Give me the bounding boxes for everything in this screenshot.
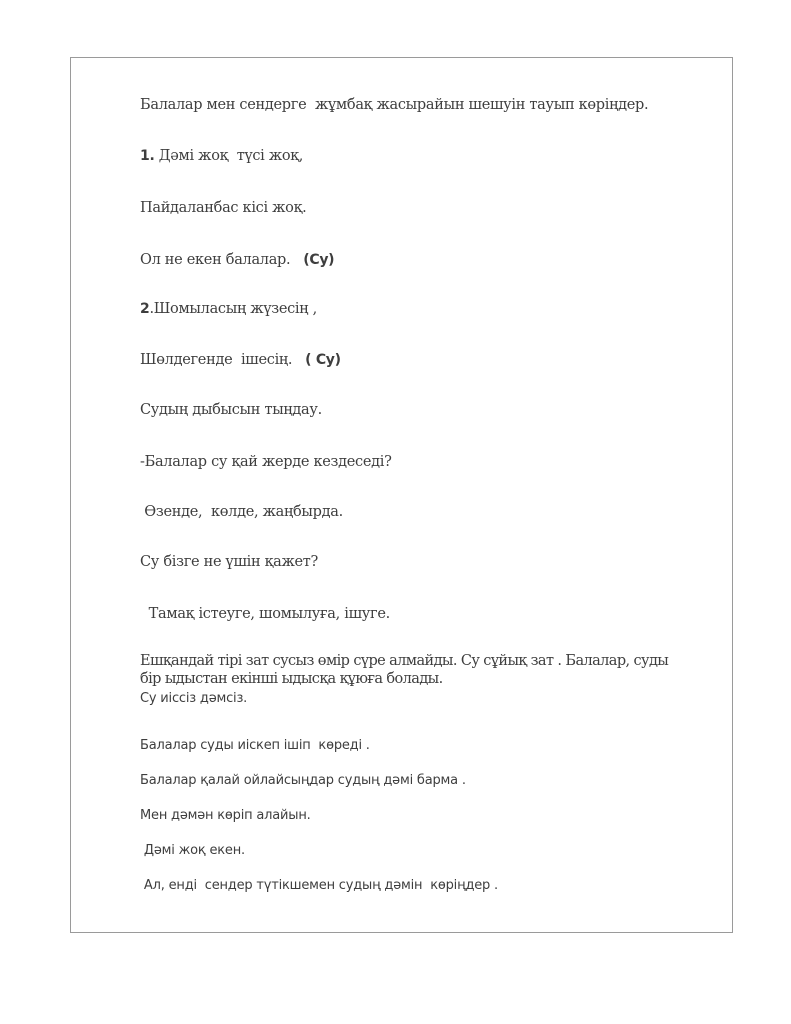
riddle-1-line-1-text: Дәмі жоқ түсі жоқ, — [154, 148, 304, 164]
taste-try: Мен дәмән көріп алайын. — [140, 808, 311, 823]
riddle-2-line-1 — [140, 300, 317, 318]
no-taste-statement: Дәмі жоқ екен. — [140, 843, 245, 858]
answer-why-water: Тамақ істеуге, шомылуға, ішуге. — [140, 606, 390, 622]
riddle-2-line-2 — [140, 351, 341, 369]
riddle-1-answer: (Су) — [303, 252, 335, 268]
water-paragraph — [140, 652, 700, 708]
riddle-1-line-1 — [140, 147, 303, 165]
riddle-1-line-3 — [140, 251, 334, 269]
question-where-water: -Балалар су қай жерде кездеседі? — [140, 454, 392, 470]
page-border-frame — [70, 57, 733, 933]
riddle-2-answer: ( Су) — [305, 352, 341, 368]
riddle-1-line-2: Пайдаланбас кісі жоқ. — [140, 200, 307, 216]
riddle-2-line-1-text: .Шомыласың жүзесің , — [149, 301, 317, 317]
riddle-2-number: 2 — [140, 301, 150, 317]
riddle-2-line-2-text: Шөлдегенде ішесің. — [140, 352, 306, 368]
listen-instruction: Судың дыбысын тыңдау. — [140, 402, 322, 418]
intro-text: Балалар мен сендерге жұмбақ жасырайын шешуін тауып көріңдер. — [140, 97, 649, 113]
odorless-statement: Су иіссіз дәмсіз. — [140, 691, 248, 706]
taste-question: Балалар қалай ойлайсыңдар судың дәмі барма . — [140, 773, 466, 788]
question-why-water: Су бізге не үшін қажет? — [140, 554, 318, 570]
water-paragraph-line-2: бір ыдыстан екінші ыдысқа құюға болады. — [140, 671, 443, 687]
straw-instruction: Ал, енді сендер түтікшемен судың дәмін көріңдер . — [140, 878, 498, 893]
riddle-1-line-3-text: Ол не екен балалар. — [140, 252, 304, 268]
smell-drink-instruction: Балалар суды иіскеп ішіп көреді . — [140, 738, 370, 753]
riddle-1-number: 1. — [140, 148, 155, 164]
answer-where-water: Өзенде, көлде, жаңбырда. — [140, 504, 343, 520]
water-paragraph-line-1: Ешқандай тірі зат сусыз өмір сүре алмайды. Су сұйық зат . Балалар, суды — [140, 653, 669, 669]
